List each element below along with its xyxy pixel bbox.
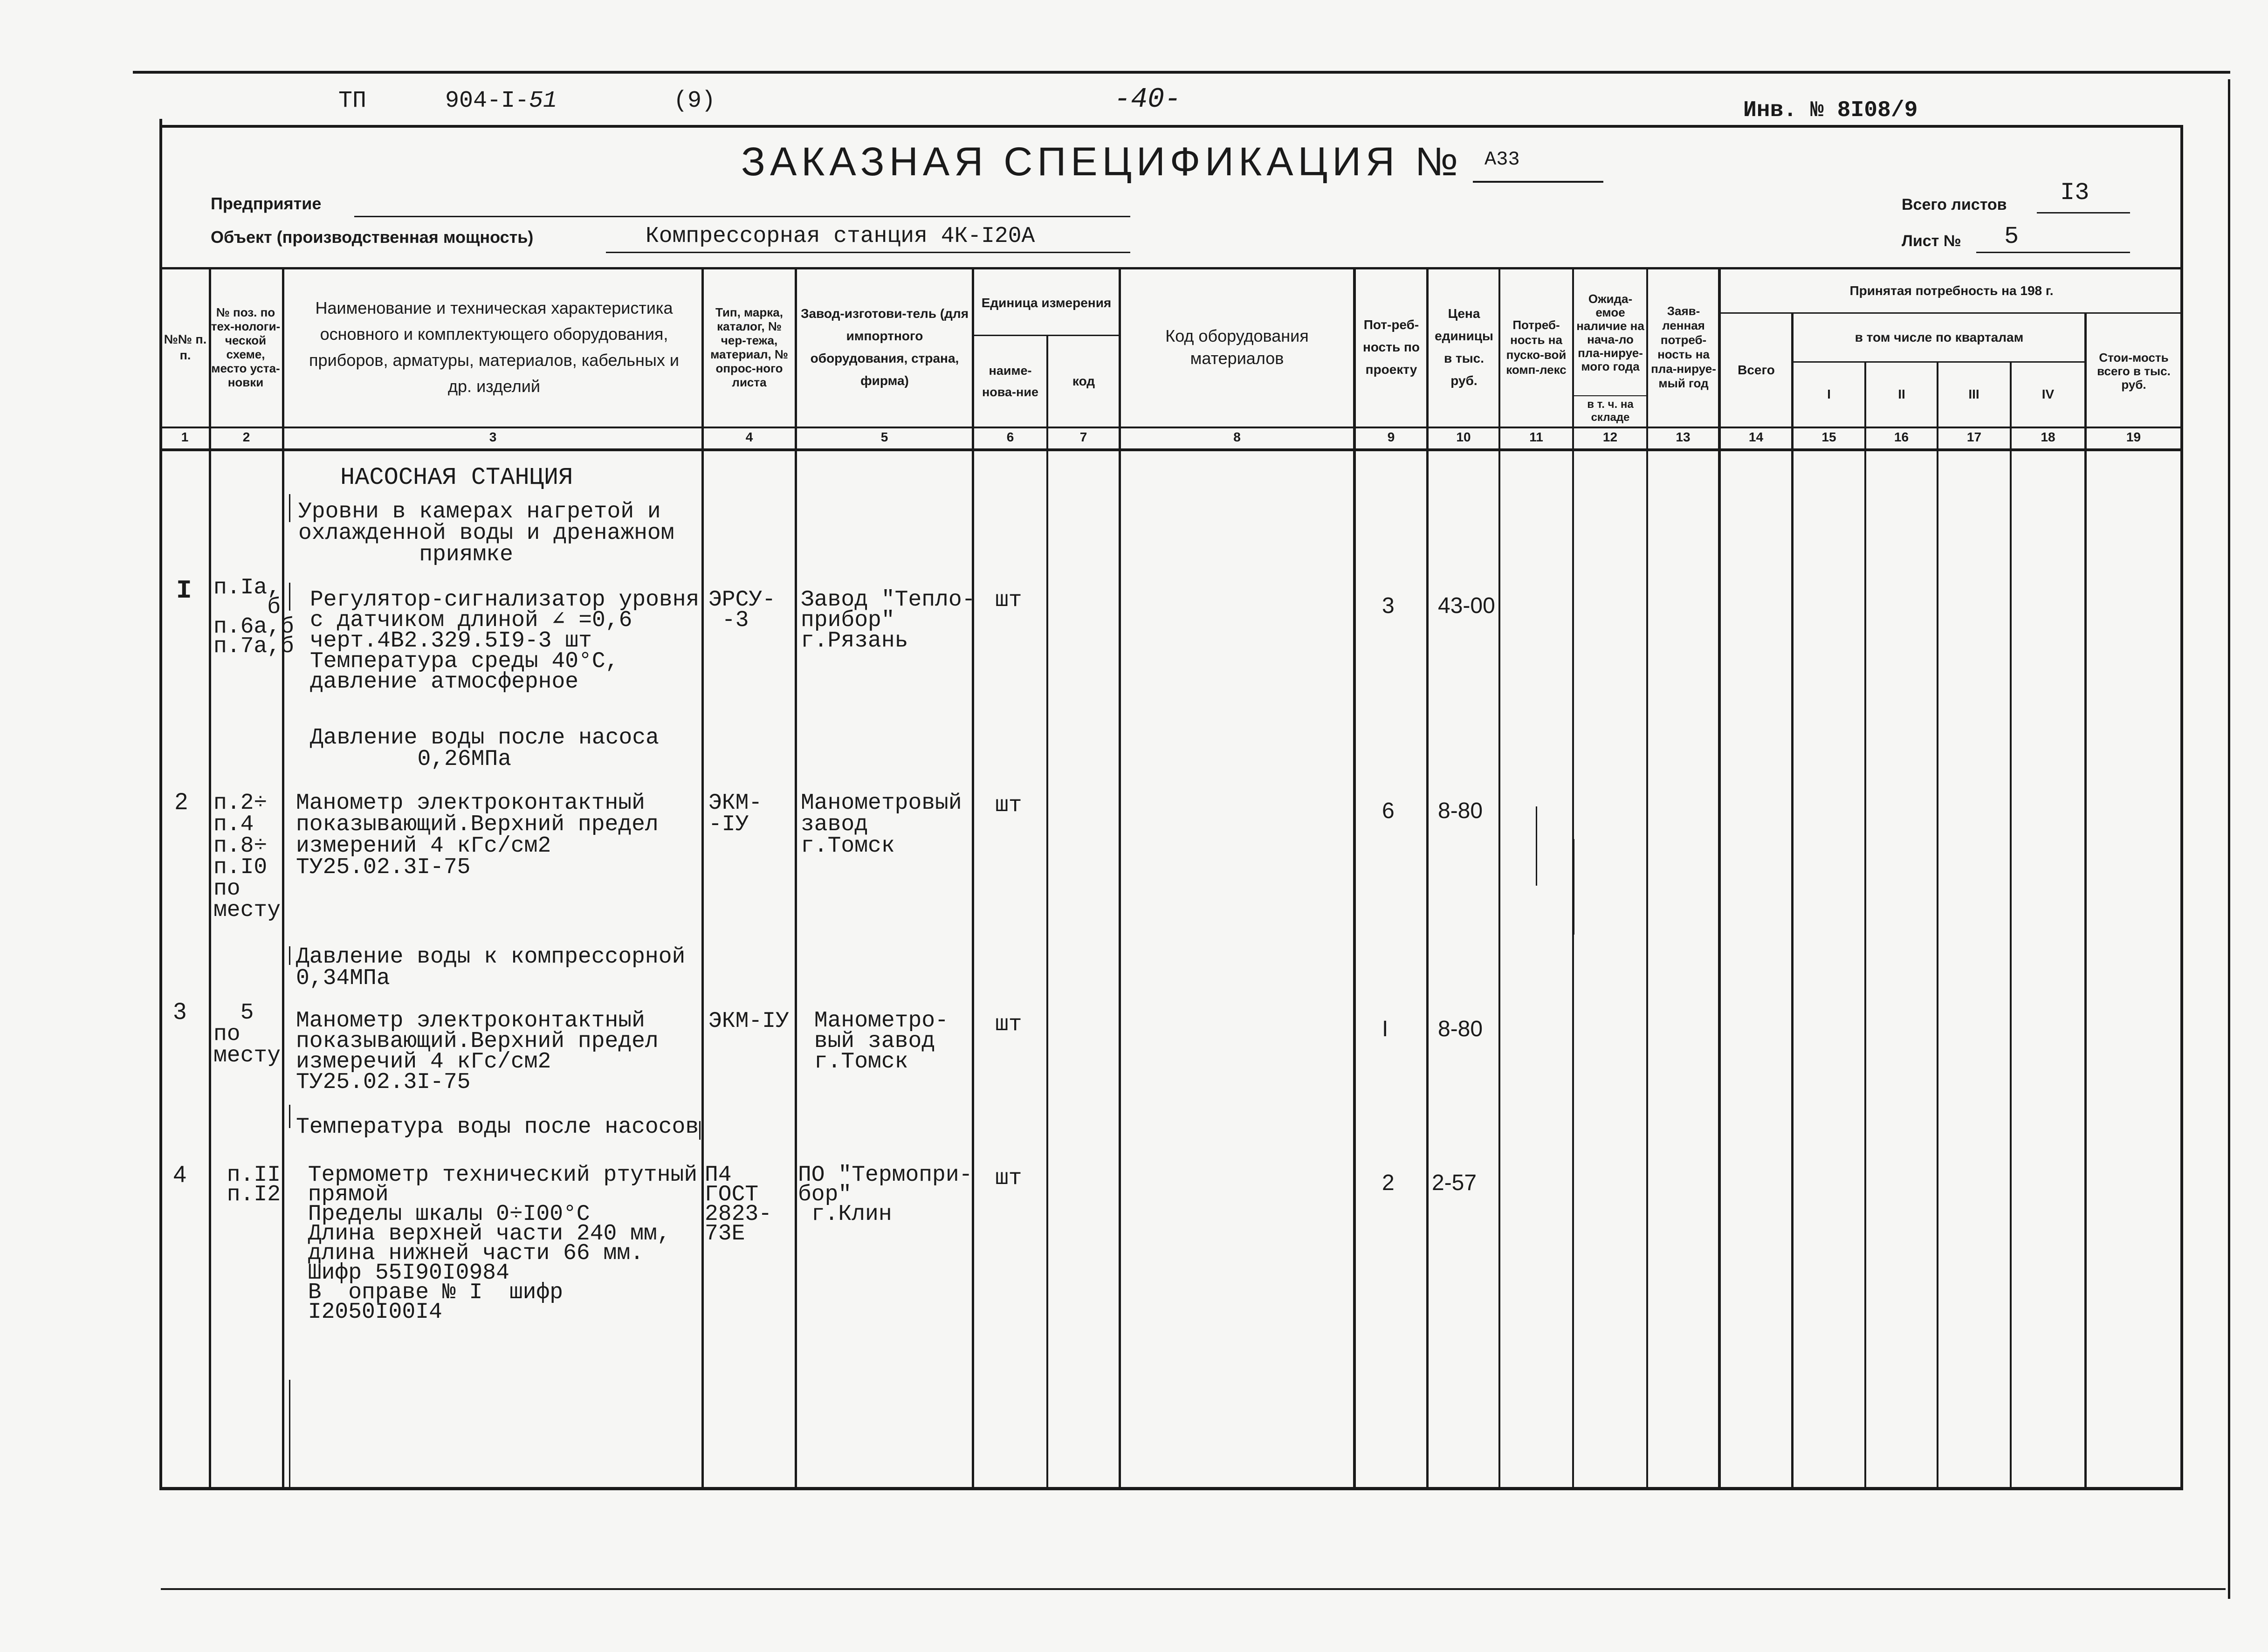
row-2-name: Манометр электроконтактный показывающий.Верхний предел измерений 4 кГс/см2 ТУ25.02.3I-75 bbox=[296, 791, 659, 880]
column-number-15: 15 bbox=[1821, 430, 1836, 444]
col-line-16 bbox=[1864, 361, 1866, 1488]
col-line-6 bbox=[972, 267, 974, 1488]
col-header-2: № поз. по тех-нологи-ческой схеме, место уста-новки bbox=[211, 305, 281, 389]
row-2-position: п.2÷ п.4 п.8÷ п.I0 по месту bbox=[213, 791, 281, 923]
accepted-sub-rule bbox=[1719, 312, 2183, 314]
spec-number-underline bbox=[1473, 181, 1603, 183]
project-code-handwritten: 51 bbox=[529, 88, 557, 114]
column-number-19: 19 bbox=[2126, 430, 2141, 444]
quarter-sub-rule bbox=[1792, 361, 2087, 363]
col-header-12-warehouse: в т. ч. на складе bbox=[1587, 398, 1634, 424]
column-number-7: 7 bbox=[1079, 430, 1087, 444]
col-line-15 bbox=[1791, 312, 1794, 1488]
column-number-1: 1 bbox=[181, 430, 189, 444]
sheet-underline bbox=[1976, 252, 2130, 253]
row-3-name: Манометр электроконтактный показывающий.Верхний предел измеречий 4 кГс/см2 ТУ25.02.3I-75 bbox=[296, 1008, 659, 1095]
row-3-number: 3 bbox=[173, 998, 186, 1024]
column-number-13: 13 bbox=[1676, 430, 1691, 444]
object-underline bbox=[606, 252, 1130, 253]
column-number-12: 12 bbox=[1602, 430, 1618, 444]
row-2-unit: шт bbox=[995, 793, 1022, 818]
column-number-9: 9 bbox=[1387, 430, 1395, 444]
section-sub-levels: Уровни в камерах нагретой и охлажденной воды и дренажном приямке bbox=[298, 499, 674, 567]
project-code bbox=[445, 88, 557, 114]
col-header-4: Тип, марка, каталог, № чер-тежа, материал, № опрос-ного листа bbox=[710, 305, 788, 389]
col-header-15-18: в том числе по кварталам bbox=[1855, 330, 2024, 344]
col-line-9 bbox=[1353, 267, 1356, 1488]
col-line-7 bbox=[1046, 335, 1048, 1488]
row-2-number: 2 bbox=[175, 788, 188, 814]
table-numbers-bottom bbox=[159, 448, 2183, 451]
col-header-8: Код оборудования материалов bbox=[1165, 326, 1309, 368]
col-line-14 bbox=[1718, 267, 1721, 1488]
section-sub-pressure-to-compressor: Давление воды к компрессорной 0,34МПа bbox=[296, 944, 686, 991]
row-3-maker: Манометро- вый завод г.Томск bbox=[814, 1008, 948, 1074]
col-header-6-7: Единица измерения bbox=[981, 296, 1112, 310]
col3-tick-4 bbox=[289, 1105, 290, 1128]
section-sub-pressure-after-pump: Давление воды после насоса 0,26МПа bbox=[310, 725, 659, 772]
column-number-16: 16 bbox=[1894, 430, 1909, 444]
row-2-mark-12 bbox=[1573, 839, 1574, 935]
frame-right bbox=[2180, 125, 2183, 1490]
row-2-mark-11 bbox=[1536, 806, 1537, 886]
bottom-footer-rule bbox=[161, 1588, 2226, 1590]
row-2-qty: 6 bbox=[1382, 798, 1395, 823]
column-number-14: 14 bbox=[1748, 430, 1764, 444]
column-number-11: 11 bbox=[1529, 430, 1543, 444]
enterprise-underline bbox=[354, 216, 1130, 217]
row-4-qty: 2 bbox=[1382, 1170, 1395, 1195]
col-line-4 bbox=[701, 267, 704, 1488]
col-header-9: Пот-реб-ность по проекту bbox=[1363, 317, 1420, 377]
column-number-5: 5 bbox=[880, 430, 888, 444]
row-1-type: ЭРСУ- -3 bbox=[708, 587, 776, 633]
row-1-unit: шт bbox=[995, 588, 1022, 613]
section-sub-temperature: Температура воды после насосов bbox=[296, 1115, 699, 1140]
col-header-5: Завод-изготови-тель (для импортного оборудования, страна, фирма) bbox=[800, 306, 969, 388]
total-sheets-underline bbox=[2037, 212, 2130, 213]
section-title-pump-station: НАСОСНАЯ СТАНЦИЯ bbox=[340, 464, 573, 491]
enterprise-label: Предприятие bbox=[211, 194, 322, 213]
col-header-17: III bbox=[1968, 387, 1979, 401]
row-4-price: 2-57 bbox=[1432, 1170, 1477, 1195]
column-number-6: 6 bbox=[1006, 430, 1014, 444]
col-line-2 bbox=[209, 267, 211, 1488]
spec-number: A33 bbox=[1485, 148, 1520, 171]
col-line-10 bbox=[1426, 267, 1429, 1488]
col3-tick-2 bbox=[289, 583, 290, 611]
col-line-11 bbox=[1498, 267, 1500, 1488]
col-header-19: Стои-мость всего в тыс. руб. bbox=[2097, 350, 2171, 392]
row-1-qty: 3 bbox=[1382, 593, 1395, 618]
col-line-8 bbox=[1119, 267, 1121, 1488]
row-2-price: 8-80 bbox=[1438, 798, 1483, 823]
page-title-text: ЗАКАЗНАЯ СПЕЦИФИКАЦИЯ № bbox=[741, 139, 1463, 184]
row-4-position: п.II п.I2 bbox=[227, 1163, 281, 1207]
row-3-price: 8-80 bbox=[1438, 1017, 1483, 1041]
col-header-11: Потреб-ность на пуско-вой комп-лекс bbox=[1506, 318, 1567, 377]
row-4-unit: шт bbox=[995, 1166, 1022, 1191]
right-border-rule bbox=[2228, 79, 2230, 1599]
col-header-12: Ожида-емое наличие на нача-ло пла-нируе-мого года bbox=[1576, 292, 1644, 373]
inventory-number: Инв. № 8I08/9 bbox=[1743, 98, 1918, 123]
col-header-18: IV bbox=[2041, 387, 2055, 401]
page-title bbox=[741, 139, 1463, 185]
total-sheets-label: Всего листов bbox=[1902, 196, 2007, 213]
object-value: Компрессорная станция 4К-I20А bbox=[646, 224, 1035, 249]
object-label: Объект (производственная мощность) bbox=[211, 227, 534, 247]
row-1-name: Регулятор-сигнализатор уровня с датчиком длиной ∠ =0,6 черт.4В2.329.5I9-3 шт Температура среды 40°С, давление атмосферное bbox=[310, 587, 700, 695]
sheet-value: 5 bbox=[2004, 223, 2019, 250]
sheet-label: Лист № bbox=[1902, 232, 1961, 250]
col-line-3 bbox=[282, 267, 284, 1488]
tp-label: ТП bbox=[338, 88, 367, 114]
row-2-type: ЭКМ- -IУ bbox=[708, 791, 763, 837]
column-number-2: 2 bbox=[242, 430, 250, 444]
col-line-19 bbox=[2084, 312, 2087, 1488]
row-4-maker: ПО "Термопри- бор" г.Клин bbox=[798, 1163, 973, 1227]
page-number: -40- bbox=[1114, 84, 1182, 116]
column-number-10: 10 bbox=[1456, 430, 1471, 444]
total-sheets-value: I3 bbox=[2060, 179, 2089, 206]
col-line-13 bbox=[1646, 267, 1648, 1488]
col-header-3: Наименование и техническая характеристика основного и комплектующего оборудования, приборов, арматуры, материалов, кабельных и др. изделий bbox=[309, 298, 679, 396]
row-4-type: П4 ГОСТ 2823- 73Е bbox=[705, 1163, 772, 1246]
col3-tick-3 bbox=[289, 946, 290, 965]
column-number-3: 3 bbox=[489, 430, 497, 444]
row-1-maker: Завод "Тепло- прибор" г.Рязань bbox=[801, 587, 976, 654]
col3-tick-5 bbox=[289, 1380, 290, 1487]
row-3-position: 5 по месту bbox=[213, 1000, 281, 1068]
row-4-name: Термометр технический ртутный прямой Пределы шкалы 0÷I00°С Длина верхней части 240 мм, длина нижней части 66 мм. Шифр 55I90I0984 В оправе № I шифр I2050I00I4 bbox=[308, 1163, 698, 1325]
column-number-4: 4 bbox=[745, 430, 753, 444]
row-4-number: 4 bbox=[173, 1161, 186, 1187]
col-header-14-19: Принятая потребность на 198 г. bbox=[1849, 283, 2054, 298]
column-number-17: 17 bbox=[1966, 430, 1982, 444]
column-number-8: 8 bbox=[1233, 430, 1241, 444]
col-header-1: №№ п. п. bbox=[164, 332, 207, 362]
col-header-7: код bbox=[1072, 373, 1095, 388]
frame-top bbox=[161, 125, 2183, 128]
row-3-unit: шт bbox=[995, 1012, 1022, 1037]
table-header-top bbox=[159, 267, 2183, 269]
col-line-5 bbox=[795, 267, 797, 1488]
table-header-bottom bbox=[159, 427, 2183, 428]
project-code-printed: 904-I- bbox=[445, 88, 529, 114]
row-1-position: п.Iа, б п.6а,б п.7а,б bbox=[213, 575, 294, 659]
frame-bottom bbox=[159, 1487, 2183, 1490]
column-number-18: 18 bbox=[2041, 430, 2055, 444]
col-header-10: Цена единицы в тыс. руб. bbox=[1435, 306, 1493, 388]
col-line-17 bbox=[1937, 361, 1938, 1488]
row-1-number: I bbox=[176, 576, 192, 606]
col-header-16: II bbox=[1898, 387, 1905, 401]
top-rule bbox=[133, 71, 2230, 74]
col3-tick-6 bbox=[699, 1121, 701, 1140]
row-1-price: 43-00 bbox=[1438, 593, 1495, 618]
col-header-15: I bbox=[1827, 387, 1831, 401]
warehouse-sub-rule bbox=[1574, 395, 1648, 396]
col-header-13: Заяв-ленная потреб-ность на пла-нируе-мый год bbox=[1651, 304, 1716, 390]
col3-tick-1 bbox=[289, 494, 290, 522]
col-line-18 bbox=[2010, 361, 2012, 1488]
row-2-maker: Манометровый завод г.Томск bbox=[801, 791, 962, 859]
row-3-qty: I bbox=[1382, 1017, 1388, 1041]
col-header-6: наиме-нова-ние bbox=[982, 363, 1038, 399]
col-header-14: Всего bbox=[1738, 363, 1775, 377]
row-3-type: ЭКМ-IУ bbox=[708, 1009, 789, 1034]
issue-number: (9) bbox=[674, 88, 716, 114]
